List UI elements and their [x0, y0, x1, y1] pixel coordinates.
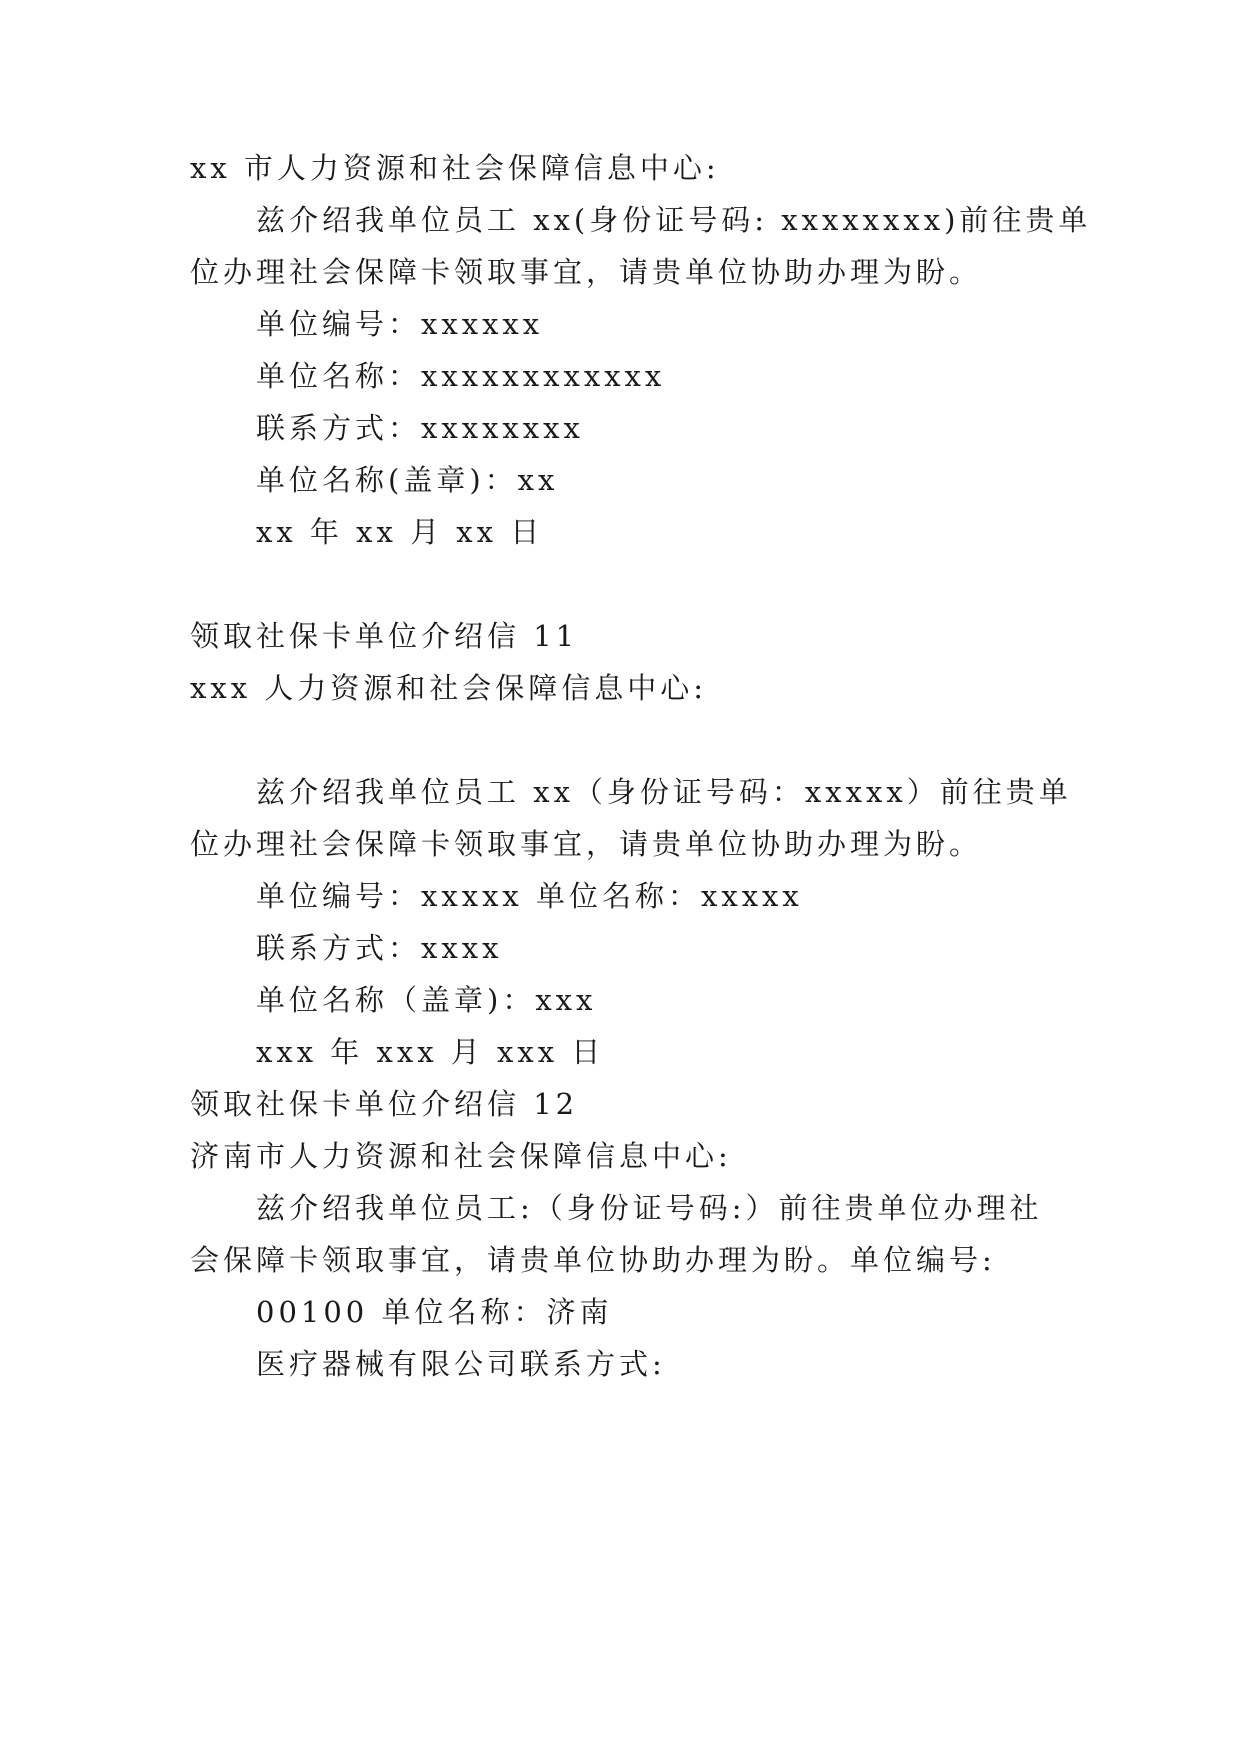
letter1-date: xx 年 xx 月 xx 日 [256, 515, 544, 549]
letter11-date: xxx 年 xxx 月 xxx 日 [256, 1035, 605, 1069]
letter1-unit-number: 单位编号：xxxxxx [256, 307, 544, 341]
letter12-body-line2: 会保障卡领取事宜，请贵单位协助办理为盼。单位编号: [190, 1243, 996, 1277]
letter11-salutation: xxx 人力资源和社会保障信息中心: [190, 671, 708, 705]
letter11-body-line1: 兹介绍我单位员工 xx（身份证号码：xxxxx）前往贵单 [256, 775, 1072, 809]
letter12-title: 领取社保卡单位介绍信 12 [190, 1087, 579, 1121]
letter1-salutation: xx 市人力资源和社会保障信息中心: [190, 151, 720, 185]
letter1-unit-name: 单位名称：xxxxxxxxxxxx [256, 359, 666, 393]
letter1-body-line2: 位办理社会保障卡领取事宜，请贵单位协助办理为盼。 [190, 255, 983, 289]
letter12-salutation: 济南市人力资源和社会保障信息中心: [190, 1139, 732, 1173]
letter11-seal: 单位名称（盖章)：xxx [256, 983, 597, 1017]
letter1-contact: 联系方式：xxxxxxxx [256, 411, 584, 445]
letter12-body-line4: 医疗器械有限公司联系方式: [256, 1347, 666, 1381]
letter12-body-line1: 兹介绍我单位员工:（身份证号码:）前往贵单位办理社 [256, 1191, 1043, 1225]
letter11-contact: 联系方式：xxxx [256, 931, 503, 965]
letter1-body-line1: 兹介绍我单位员工 xx(身份证号码: xxxxxxxx)前往贵单 [256, 203, 1092, 237]
letter1-seal: 单位名称(盖章)：xx [256, 463, 559, 497]
letter12-body-line3: 00100 单位名称：济南 [256, 1295, 613, 1329]
letter11-body-line2: 位办理社会保障卡领取事宜，请贵单位协助办理为盼。 [190, 827, 983, 861]
letter11-title: 领取社保卡单位介绍信 11 [190, 619, 579, 653]
letter11-unit-number-name: 单位编号：xxxxx 单位名称：xxxxx [256, 879, 803, 913]
